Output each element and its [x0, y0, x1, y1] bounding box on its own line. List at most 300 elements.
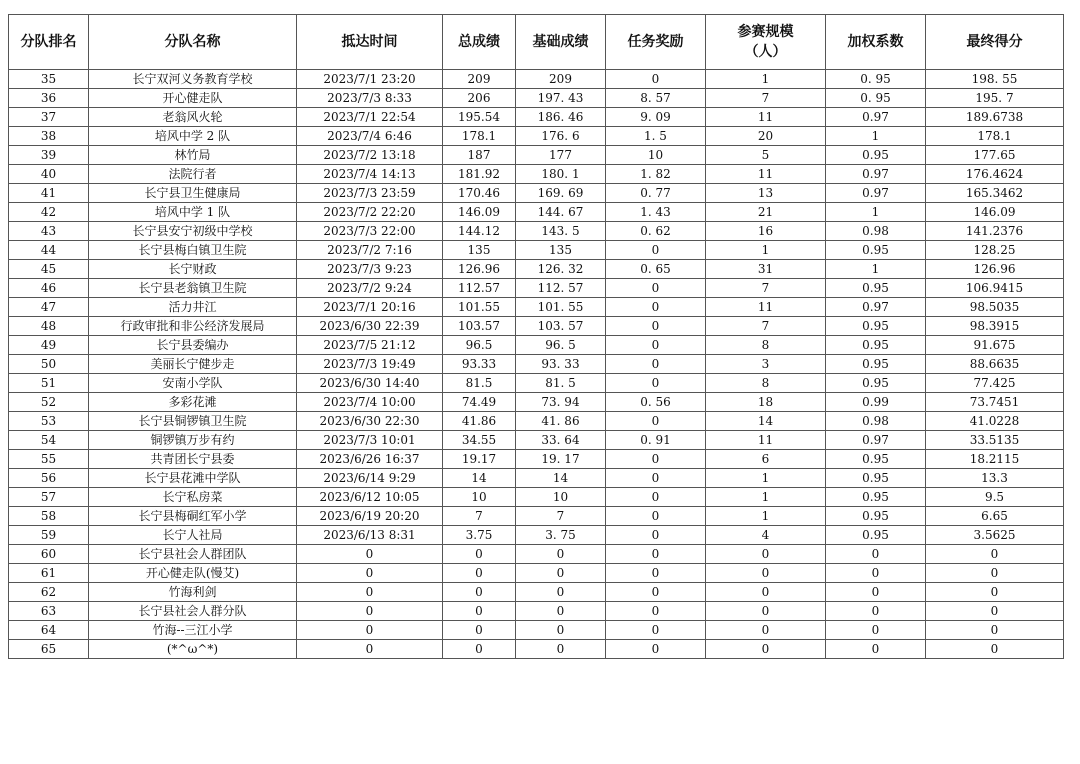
cell-weight: 0.98	[826, 222, 926, 241]
cell-arrival-time: 2023/7/3 23:59	[297, 184, 443, 203]
cell-final-score: 6.65	[926, 507, 1064, 526]
cell-final-score: 195. 7	[926, 89, 1064, 108]
cell-arrival-time: 2023/7/3 8:33	[297, 89, 443, 108]
cell-task-bonus: 0. 65	[606, 260, 706, 279]
table-row	[9, 602, 1064, 621]
cell-base-score: 73. 94	[516, 393, 606, 412]
header-weight: 加权系数	[826, 15, 926, 70]
cell-rank: 57	[9, 488, 89, 507]
cell-weight: 0.95	[826, 469, 926, 488]
cell-team-name: 长宁人社局	[89, 526, 297, 545]
cell-task-bonus: 0	[606, 469, 706, 488]
cell-team-size: 8	[706, 336, 826, 355]
cell-rank: 61	[9, 564, 89, 583]
cell-final-score: 77.425	[926, 374, 1064, 393]
cell-team-name: 长宁县社会人群分队	[89, 602, 297, 621]
cell-arrival-time: 2023/6/30 22:39	[297, 317, 443, 336]
cell-rank: 54	[9, 431, 89, 450]
cell-weight: 0	[826, 621, 926, 640]
cell-base-score: 93. 33	[516, 355, 606, 374]
cell-arrival-time: 2023/7/1 23:20	[297, 70, 443, 89]
cell-rank: 38	[9, 127, 89, 146]
cell-total-score: 101.55	[443, 298, 516, 317]
cell-team-size: 20	[706, 127, 826, 146]
cell-final-score: 41.0228	[926, 412, 1064, 431]
cell-team-size: 0	[706, 621, 826, 640]
cell-rank: 53	[9, 412, 89, 431]
cell-rank: 64	[9, 621, 89, 640]
table-row	[9, 545, 1064, 564]
cell-team-name: 多彩花滩	[89, 393, 297, 412]
cell-base-score: 101. 55	[516, 298, 606, 317]
cell-rank: 43	[9, 222, 89, 241]
cell-team-size: 1	[706, 469, 826, 488]
cell-team-name: 老翁风火轮	[89, 108, 297, 127]
cell-task-bonus: 10	[606, 146, 706, 165]
cell-total-score: 126.96	[443, 260, 516, 279]
cell-team-size: 7	[706, 317, 826, 336]
cell-task-bonus: 0	[606, 640, 706, 659]
cell-final-score: 73.7451	[926, 393, 1064, 412]
cell-final-score: 106.9415	[926, 279, 1064, 298]
cell-total-score: 74.49	[443, 393, 516, 412]
cell-base-score: 197. 43	[516, 89, 606, 108]
cell-base-score: 103. 57	[516, 317, 606, 336]
cell-team-size: 0	[706, 564, 826, 583]
cell-base-score: 10	[516, 488, 606, 507]
cell-team-name: 安南小学队	[89, 374, 297, 393]
cell-arrival-time: 2023/7/1 22:54	[297, 108, 443, 127]
cell-arrival-time: 2023/7/2 9:24	[297, 279, 443, 298]
cell-final-score: 177.65	[926, 146, 1064, 165]
cell-total-score: 181.92	[443, 165, 516, 184]
cell-task-bonus: 0	[606, 317, 706, 336]
cell-team-size: 14	[706, 412, 826, 431]
cell-total-score: 146.09	[443, 203, 516, 222]
cell-weight: 1	[826, 203, 926, 222]
cell-total-score: 0	[443, 564, 516, 583]
table-row	[9, 336, 1064, 355]
cell-total-score: 195.54	[443, 108, 516, 127]
cell-weight: 0. 95	[826, 70, 926, 89]
table-row	[9, 146, 1064, 165]
cell-team-size: 21	[706, 203, 826, 222]
cell-weight: 0. 95	[826, 89, 926, 108]
cell-task-bonus: 0. 91	[606, 431, 706, 450]
table-row	[9, 70, 1064, 89]
cell-rank: 39	[9, 146, 89, 165]
cell-team-size: 0	[706, 640, 826, 659]
cell-team-size: 4	[706, 526, 826, 545]
cell-arrival-time: 2023/7/3 10:01	[297, 431, 443, 450]
cell-task-bonus: 0	[606, 488, 706, 507]
cell-total-score: 34.55	[443, 431, 516, 450]
cell-base-score: 0	[516, 640, 606, 659]
header-total: 总成绩	[443, 15, 516, 70]
cell-final-score: 0	[926, 640, 1064, 659]
cell-base-score: 0	[516, 621, 606, 640]
cell-base-score: 0	[516, 545, 606, 564]
cell-team-name: 培风中学 1 队	[89, 203, 297, 222]
cell-team-name: 培风中学 2 队	[89, 127, 297, 146]
cell-team-name: 长宁县花滩中学队	[89, 469, 297, 488]
cell-weight: 0.95	[826, 355, 926, 374]
cell-total-score: 112.57	[443, 279, 516, 298]
cell-task-bonus: 0	[606, 241, 706, 260]
cell-weight: 0.97	[826, 431, 926, 450]
cell-team-name: 长宁财政	[89, 260, 297, 279]
cell-weight: 0.97	[826, 298, 926, 317]
ranking-table	[8, 14, 1064, 659]
cell-base-score: 7	[516, 507, 606, 526]
cell-task-bonus: 0	[606, 279, 706, 298]
cell-arrival-time: 0	[297, 602, 443, 621]
cell-rank: 50	[9, 355, 89, 374]
cell-final-score: 98.3915	[926, 317, 1064, 336]
cell-task-bonus: 0	[606, 374, 706, 393]
cell-arrival-time: 2023/7/5 21:12	[297, 336, 443, 355]
cell-total-score: 96.5	[443, 336, 516, 355]
cell-team-size: 5	[706, 146, 826, 165]
cell-team-name: 长宁县梅白镇卫生院	[89, 241, 297, 260]
cell-task-bonus: 0	[606, 412, 706, 431]
cell-final-score: 141.2376	[926, 222, 1064, 241]
cell-team-name: 长宁县委编办	[89, 336, 297, 355]
cell-base-score: 143. 5	[516, 222, 606, 241]
cell-rank: 58	[9, 507, 89, 526]
table-row	[9, 241, 1064, 260]
table-row	[9, 203, 1064, 222]
cell-base-score: 180. 1	[516, 165, 606, 184]
cell-arrival-time: 0	[297, 564, 443, 583]
cell-task-bonus: 0. 56	[606, 393, 706, 412]
cell-task-bonus: 0	[606, 355, 706, 374]
table-row	[9, 165, 1064, 184]
cell-team-name: 竹海--三江小学	[89, 621, 297, 640]
cell-weight: 0.95	[826, 450, 926, 469]
cell-weight: 0.95	[826, 488, 926, 507]
cell-weight: 0	[826, 545, 926, 564]
cell-total-score: 135	[443, 241, 516, 260]
cell-task-bonus: 0. 62	[606, 222, 706, 241]
cell-arrival-time: 0	[297, 640, 443, 659]
cell-weight: 0.99	[826, 393, 926, 412]
cell-team-name: 长宁县社会人群团队	[89, 545, 297, 564]
cell-arrival-time: 2023/7/4 14:13	[297, 165, 443, 184]
cell-final-score: 0	[926, 602, 1064, 621]
table-row	[9, 583, 1064, 602]
cell-team-name: 铜锣镇万步有约	[89, 431, 297, 450]
cell-rank: 48	[9, 317, 89, 336]
cell-arrival-time: 2023/7/2 13:18	[297, 146, 443, 165]
cell-rank: 42	[9, 203, 89, 222]
table-row	[9, 222, 1064, 241]
cell-total-score: 187	[443, 146, 516, 165]
cell-total-score: 7	[443, 507, 516, 526]
cell-weight: 0.95	[826, 374, 926, 393]
cell-team-size: 13	[706, 184, 826, 203]
cell-rank: 49	[9, 336, 89, 355]
cell-team-name: 行政审批和非公经济发展局	[89, 317, 297, 336]
table-row	[9, 431, 1064, 450]
cell-team-name: 美丽长宁健步走	[89, 355, 297, 374]
table-row	[9, 260, 1064, 279]
table-row	[9, 355, 1064, 374]
cell-team-name: 开心健走队(慢艾)	[89, 564, 297, 583]
cell-team-size: 1	[706, 507, 826, 526]
cell-weight: 0.95	[826, 146, 926, 165]
cell-rank: 63	[9, 602, 89, 621]
cell-final-score: 0	[926, 564, 1064, 583]
cell-arrival-time: 2023/6/26 16:37	[297, 450, 443, 469]
cell-final-score: 198. 55	[926, 70, 1064, 89]
cell-total-score: 206	[443, 89, 516, 108]
cell-base-score: 176. 6	[516, 127, 606, 146]
cell-task-bonus: 0	[606, 526, 706, 545]
cell-weight: 0.95	[826, 279, 926, 298]
cell-arrival-time: 2023/7/4 10:00	[297, 393, 443, 412]
cell-team-name: 活力井江	[89, 298, 297, 317]
cell-final-score: 91.675	[926, 336, 1064, 355]
cell-weight: 1	[826, 260, 926, 279]
cell-team-name: 竹海利剑	[89, 583, 297, 602]
cell-rank: 46	[9, 279, 89, 298]
table-row	[9, 621, 1064, 640]
cell-final-score: 9.5	[926, 488, 1064, 507]
cell-team-name: 长宁县铜锣镇卫生院	[89, 412, 297, 431]
cell-rank: 52	[9, 393, 89, 412]
cell-final-score: 88.6635	[926, 355, 1064, 374]
header-arrival: 抵达时间	[297, 15, 443, 70]
cell-final-score: 3.5625	[926, 526, 1064, 545]
cell-rank: 60	[9, 545, 89, 564]
cell-weight: 0.95	[826, 507, 926, 526]
cell-arrival-time: 2023/6/13 8:31	[297, 526, 443, 545]
cell-rank: 59	[9, 526, 89, 545]
cell-rank: 56	[9, 469, 89, 488]
table-row	[9, 450, 1064, 469]
cell-task-bonus: 1. 82	[606, 165, 706, 184]
cell-task-bonus: 0	[606, 602, 706, 621]
cell-base-score: 0	[516, 564, 606, 583]
cell-team-name: 长宁县卫生健康局	[89, 184, 297, 203]
cell-base-score: 177	[516, 146, 606, 165]
cell-team-size: 1	[706, 241, 826, 260]
cell-team-name: 共青团长宁县委	[89, 450, 297, 469]
cell-task-bonus: 8. 57	[606, 89, 706, 108]
cell-base-score: 144. 67	[516, 203, 606, 222]
cell-final-score: 18.2115	[926, 450, 1064, 469]
table-row	[9, 89, 1064, 108]
cell-team-size: 7	[706, 89, 826, 108]
cell-rank: 65	[9, 640, 89, 659]
cell-base-score: 81. 5	[516, 374, 606, 393]
header-rank: 分队排名	[9, 15, 89, 70]
header-name: 分队名称	[89, 15, 297, 70]
cell-team-size: 11	[706, 165, 826, 184]
cell-team-size: 18	[706, 393, 826, 412]
cell-rank: 51	[9, 374, 89, 393]
cell-weight: 0.97	[826, 165, 926, 184]
cell-base-score: 41. 86	[516, 412, 606, 431]
cell-final-score: 178.1	[926, 127, 1064, 146]
cell-final-score: 176.4624	[926, 165, 1064, 184]
cell-final-score: 189.6738	[926, 108, 1064, 127]
cell-weight: 0	[826, 602, 926, 621]
cell-total-score: 0	[443, 640, 516, 659]
cell-arrival-time: 0	[297, 583, 443, 602]
cell-rank: 36	[9, 89, 89, 108]
cell-team-name: 长宁双河义务教育学校	[89, 70, 297, 89]
cell-final-score: 0	[926, 621, 1064, 640]
header-base: 基础成绩	[516, 15, 606, 70]
header-size-line2: （人）	[744, 44, 787, 60]
cell-task-bonus: 0	[606, 336, 706, 355]
table-row	[9, 184, 1064, 203]
header-row	[9, 15, 1064, 70]
cell-rank: 62	[9, 583, 89, 602]
cell-rank: 45	[9, 260, 89, 279]
cell-team-size: 11	[706, 298, 826, 317]
cell-base-score: 14	[516, 469, 606, 488]
cell-total-score: 0	[443, 583, 516, 602]
cell-task-bonus: 0	[606, 507, 706, 526]
cell-team-name: 林竹局	[89, 146, 297, 165]
cell-final-score: 165.3462	[926, 184, 1064, 203]
cell-team-size: 0	[706, 583, 826, 602]
cell-final-score: 126.96	[926, 260, 1064, 279]
header-size	[706, 15, 826, 70]
table-row	[9, 298, 1064, 317]
cell-total-score: 144.12	[443, 222, 516, 241]
cell-final-score: 33.5135	[926, 431, 1064, 450]
cell-arrival-time: 2023/7/3 19:49	[297, 355, 443, 374]
cell-team-size: 31	[706, 260, 826, 279]
header-final: 最终得分	[926, 15, 1064, 70]
cell-base-score: 19. 17	[516, 450, 606, 469]
table-row	[9, 469, 1064, 488]
cell-total-score: 103.57	[443, 317, 516, 336]
cell-total-score: 14	[443, 469, 516, 488]
cell-weight: 0	[826, 564, 926, 583]
cell-team-name: 长宁私房菜	[89, 488, 297, 507]
cell-task-bonus: 0	[606, 450, 706, 469]
cell-team-size: 6	[706, 450, 826, 469]
cell-weight: 1	[826, 127, 926, 146]
cell-final-score: 128.25	[926, 241, 1064, 260]
cell-arrival-time: 2023/6/30 14:40	[297, 374, 443, 393]
cell-rank: 41	[9, 184, 89, 203]
table-row	[9, 279, 1064, 298]
cell-base-score: 169. 69	[516, 184, 606, 203]
cell-arrival-time: 2023/6/19 20:20	[297, 507, 443, 526]
cell-total-score: 170.46	[443, 184, 516, 203]
cell-team-size: 1	[706, 70, 826, 89]
cell-rank: 35	[9, 70, 89, 89]
cell-weight: 0.98	[826, 412, 926, 431]
cell-arrival-time: 2023/7/4 6:46	[297, 127, 443, 146]
cell-team-size: 7	[706, 279, 826, 298]
cell-rank: 40	[9, 165, 89, 184]
table-body	[9, 70, 1064, 659]
cell-weight: 0	[826, 583, 926, 602]
cell-total-score: 0	[443, 602, 516, 621]
cell-rank: 47	[9, 298, 89, 317]
cell-task-bonus: 0	[606, 70, 706, 89]
cell-task-bonus: 0	[606, 621, 706, 640]
cell-team-size: 11	[706, 108, 826, 127]
table-row	[9, 564, 1064, 583]
cell-final-score: 146.09	[926, 203, 1064, 222]
header-bonus: 任务奖励	[606, 15, 706, 70]
table-row	[9, 317, 1064, 336]
cell-total-score: 178.1	[443, 127, 516, 146]
table-row	[9, 640, 1064, 659]
cell-base-score: 135	[516, 241, 606, 260]
cell-base-score: 3. 75	[516, 526, 606, 545]
table-row	[9, 412, 1064, 431]
cell-team-name: 长宁县老翁镇卫生院	[89, 279, 297, 298]
cell-base-score: 126. 32	[516, 260, 606, 279]
cell-team-size: 11	[706, 431, 826, 450]
table-row	[9, 488, 1064, 507]
cell-arrival-time: 2023/6/12 10:05	[297, 488, 443, 507]
cell-total-score: 0	[443, 621, 516, 640]
cell-base-score: 186. 46	[516, 108, 606, 127]
cell-total-score: 81.5	[443, 374, 516, 393]
cell-final-score: 98.5035	[926, 298, 1064, 317]
cell-weight: 0.95	[826, 241, 926, 260]
cell-task-bonus: 0	[606, 564, 706, 583]
cell-team-name: (*^ω^*)	[89, 640, 297, 659]
cell-base-score: 96. 5	[516, 336, 606, 355]
cell-weight: 0.95	[826, 336, 926, 355]
cell-team-size: 3	[706, 355, 826, 374]
cell-arrival-time: 2023/6/14 9:29	[297, 469, 443, 488]
cell-base-score: 209	[516, 70, 606, 89]
cell-arrival-time: 2023/7/3 22:00	[297, 222, 443, 241]
cell-final-score: 0	[926, 583, 1064, 602]
cell-final-score: 0	[926, 545, 1064, 564]
cell-task-bonus: 0	[606, 545, 706, 564]
cell-arrival-time: 0	[297, 621, 443, 640]
cell-total-score: 3.75	[443, 526, 516, 545]
cell-base-score: 112. 57	[516, 279, 606, 298]
cell-task-bonus: 0	[606, 583, 706, 602]
cell-weight: 0.97	[826, 184, 926, 203]
cell-total-score: 0	[443, 545, 516, 564]
cell-weight: 0.97	[826, 108, 926, 127]
cell-base-score: 33. 64	[516, 431, 606, 450]
cell-team-name: 长宁县梅硐红军小学	[89, 507, 297, 526]
cell-team-name: 法院行者	[89, 165, 297, 184]
cell-arrival-time: 2023/7/1 20:16	[297, 298, 443, 317]
cell-team-name: 开心健走队	[89, 89, 297, 108]
cell-weight: 0	[826, 640, 926, 659]
cell-total-score: 93.33	[443, 355, 516, 374]
table-row	[9, 108, 1064, 127]
cell-task-bonus: 1. 5	[606, 127, 706, 146]
table-row	[9, 507, 1064, 526]
cell-team-name: 长宁县安宁初级中学校	[89, 222, 297, 241]
cell-arrival-time: 2023/6/30 22:30	[297, 412, 443, 431]
cell-team-size: 16	[706, 222, 826, 241]
cell-arrival-time: 2023/7/2 7:16	[297, 241, 443, 260]
cell-team-size: 0	[706, 602, 826, 621]
cell-task-bonus: 0	[606, 298, 706, 317]
cell-total-score: 19.17	[443, 450, 516, 469]
header-size-line1: 参赛规模	[737, 24, 794, 40]
